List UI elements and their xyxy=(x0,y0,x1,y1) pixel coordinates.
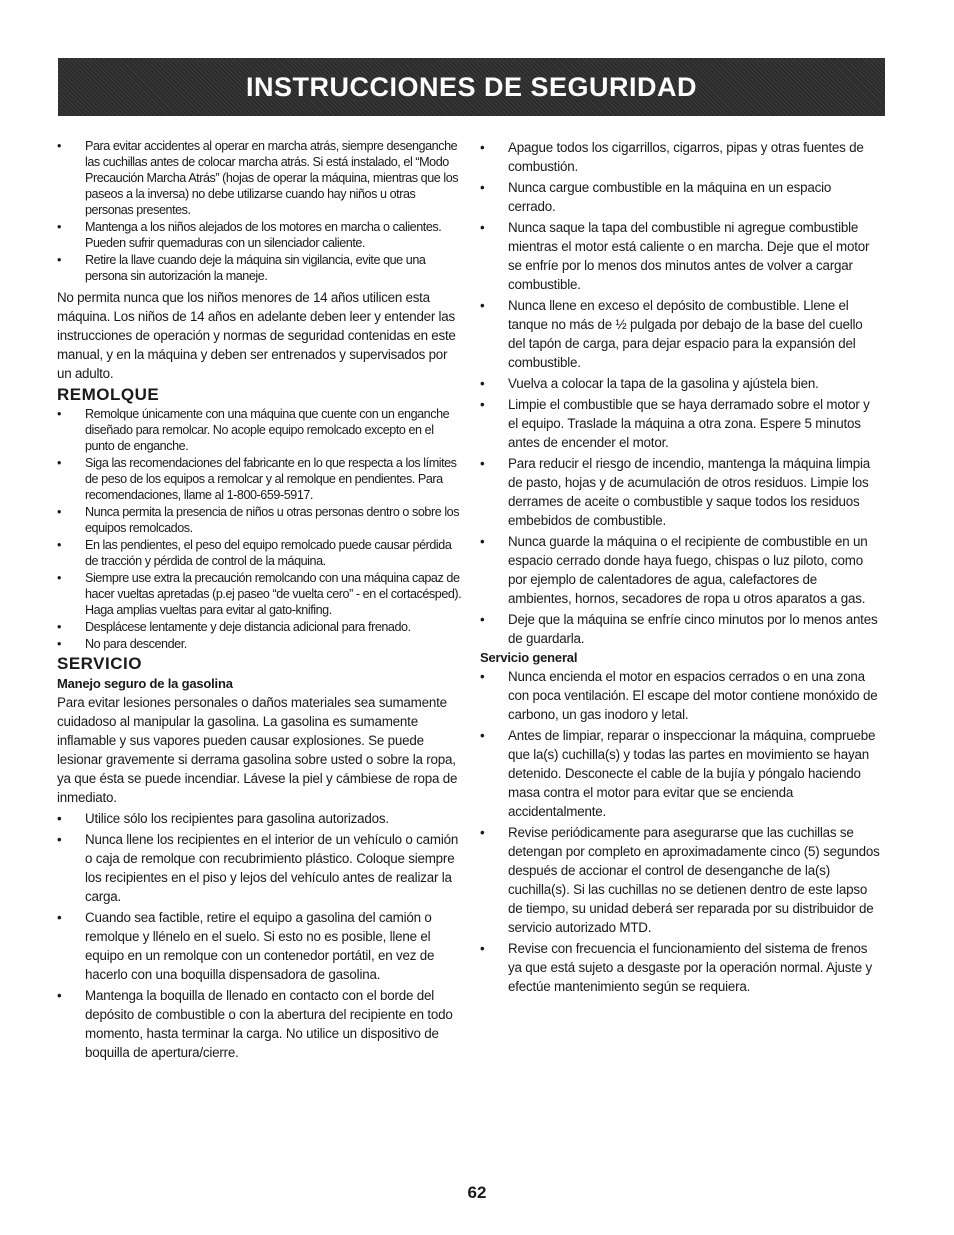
list-item: • Antes de limpiar, reparar o inspeccionar la máquina, compruebe que la(s) cuchilla(s) y todas las partes en movimiento se hayan detenido. Desconecte el cable de la bujía y póngalo haciendo masa contra el motor para evitar que se encienda accidentalmente. xyxy=(480,726,882,821)
gasolina-bullet-list xyxy=(57,809,462,1062)
remolque-bullet-list xyxy=(57,406,462,652)
list-item: • Nunca encienda el motor en espacios cerrados o en una zona con poca ventilación. El escape del motor contiene monóxido de carbono, un gas inodoro y letal. xyxy=(480,667,882,724)
list-item: • Utilice sólo los recipientes para gasolina autorizados. xyxy=(57,809,462,828)
gasolina-paragraph: Para evitar lesiones personales o daños materiales sea sumamente cuidadoso al manipular la gasolina. La gasolina es sumamente inflamable y sus vapores pueden causar explosiones. Se puede lesionar gravemente si derrama gasolina sobre usted o sobre la ropa, ya que ésta se puede incendiar. Lávese la piel y cámbiese de ropa de inmediato. xyxy=(57,695,458,805)
list-item: • Limpie el combustible que se haya derramado sobre el motor y el equipo. Traslade la máquina a otra zona. Espere 5 minutos antes de encender el motor. xyxy=(480,395,882,452)
gasolina-subheading: Manejo seguro de la gasolina xyxy=(57,676,233,691)
list-item: • Nunca llene los recipientes en el interior de un vehículo o camión o caja de remolque con recubrimiento plástico. Coloque siempre los recipientes en el piso y lejos del vehículo antes de realizar la carga. xyxy=(57,830,462,906)
list-item: • Deje que la máquina se enfríe cinco minutos por lo menos antes de guardarla. xyxy=(480,610,882,648)
list-item: • Mantenga la boquilla de llenado en contacto con el borde del depósito de combustible o con la abertura del recipiente en todo momento, hasta terminar la carga. No utilice un dispositivo de boquilla de apertura/cierre. xyxy=(57,986,462,1062)
intro-bullet-list xyxy=(57,138,462,284)
list-item: • No para descender. xyxy=(57,636,462,652)
children-paragraph: No permita nunca que los niños menores de 14 años utilicen esta máquina. Los niños de 14 años en adelante deben leer y entender las instrucciones de operación y normas de seguridad contenidas en este manual, y en la máquina y deben ser entrenados y supervisados por un adulto. xyxy=(57,290,456,381)
list-item: • Remolque únicamente con una máquina que cuente con un enganche diseñado para remolcar. No acople equipo remolcado excepto en el punto de enganche. xyxy=(57,406,462,454)
list-item: • Para evitar accidentes al operar en marcha atrás, siempre desenganche las cuchillas antes de colocar marcha atrás. Si está instalado, el “Modo Precaución Marcha Atrás” (hojas de operar la máquina, mientras que los paseos a la inversa) no debe utilizarse cuando hay niños u otras personas presentes. xyxy=(57,138,462,218)
list-item: • Desplácese lentamente y deje distancia adicional para frenado. xyxy=(57,619,462,635)
list-item: • Siga las recomendaciones del fabricante en lo que respecta a los límites de peso de los equipos a remolcar y al remolque en pendientes. Para recomendaciones, llame al 1-800-659-5917. xyxy=(57,455,462,503)
list-item: • Mantenga a los niños alejados de los motores en marcha o calientes. Pueden sufrir quemaduras con un silenciador caliente. xyxy=(57,219,462,251)
list-item: • Vuelva a colocar la tapa de la gasolina y ajústela bien. xyxy=(480,374,882,393)
right-column xyxy=(480,138,882,998)
list-item: • Siempre use extra la precaución remolcando con una máquina capaz de hacer vueltas apretadas (p.ej paseo “de vuelta cero” - en el cortacésped). Haga amplias vueltas para evitar al gato-knifing. xyxy=(57,570,462,618)
fuel-bullet-list xyxy=(480,138,882,648)
list-item: • Apague todos los cigarrillos, cigarros, pipas y otras fuentes de combustión. xyxy=(480,138,882,176)
section-banner xyxy=(58,58,885,116)
list-item: • Cuando sea factible, retire el equipo a gasolina del camión o remolque y llénelo en el suelo. Si esto no es posible, llene el equipo en un remolque con un contenedor portátil, en vez de hacerlo con una boquilla dispensadora de gasolina. xyxy=(57,908,462,984)
page-number: 62 xyxy=(467,1183,487,1202)
list-item: • Retire la llave cuando deje la máquina sin vigilancia, evite que una persona sin autorización la maneje. xyxy=(57,252,462,284)
remolque-heading: REMOLQUE xyxy=(57,385,160,404)
list-item: • Nunca saque la tapa del combustible ni agregue combustible mientras el motor está caliente o en marcha. Deje que el motor se enfríe por lo menos dos minutos antes de volver a cargar combustible. xyxy=(480,218,882,294)
list-item: • Revise periódicamente para asegurarse que las cuchillas se detengan por completo en aproximadamente cinco (5) segundos después de accionar el control de desenganche de la(s) cuchilla(s). Si las cuchillas no se detienen dentro de este lapso de tiempo, su unidad deberá ser reparada por su distribuidor de servicio autorizado MTD. xyxy=(480,823,882,937)
list-item: • Nunca guarde la máquina o el recipiente de combustible en un espacio cerrado donde haya fuego, chispas o luz piloto, como por ejemplo de calentadores de agua, calefactores de ambientes, hornos, secadores de ropa u otros aparatos a gas. xyxy=(480,532,882,608)
list-item: • Nunca permita la presencia de niños u otras personas dentro o sobre los equipos remolcados. xyxy=(57,504,462,536)
servicio-general-subheading: Servicio general xyxy=(480,650,578,665)
page-title: INSTRUCCIONES DE SEGURIDAD xyxy=(245,71,698,102)
list-item: • Nunca llene en exceso el depósito de combustible. Llene el tanque no más de ½ pulgada por debajo de la base del cuello del tapón de carga, para dejar espacio para la expansión del combustible. xyxy=(480,296,882,372)
left-column xyxy=(57,138,462,1064)
list-item: • En las pendientes, el peso del equipo remolcado puede causar pérdida de tracción y pérdida de control de la máquina. xyxy=(57,537,462,569)
list-item: • Revise con frecuencia el funcionamiento del sistema de frenos ya que está sujeto a desgaste por la operación normal. Ajuste y efectúe mantenimiento según se requiera. xyxy=(480,939,882,996)
list-item: • Nunca cargue combustible en la máquina en un espacio cerrado. xyxy=(480,178,882,216)
servicio-heading: SERVICIO xyxy=(57,654,142,673)
list-item: • Para reducir el riesgo de incendio, mantenga la máquina limpia de pasto, hojas y de acumulación de otros residuos. Limpie los derrames de aceite o combustible y saque todos los residuos embebidos de combustible. xyxy=(480,454,882,530)
servicio-general-bullet-list xyxy=(480,667,882,996)
